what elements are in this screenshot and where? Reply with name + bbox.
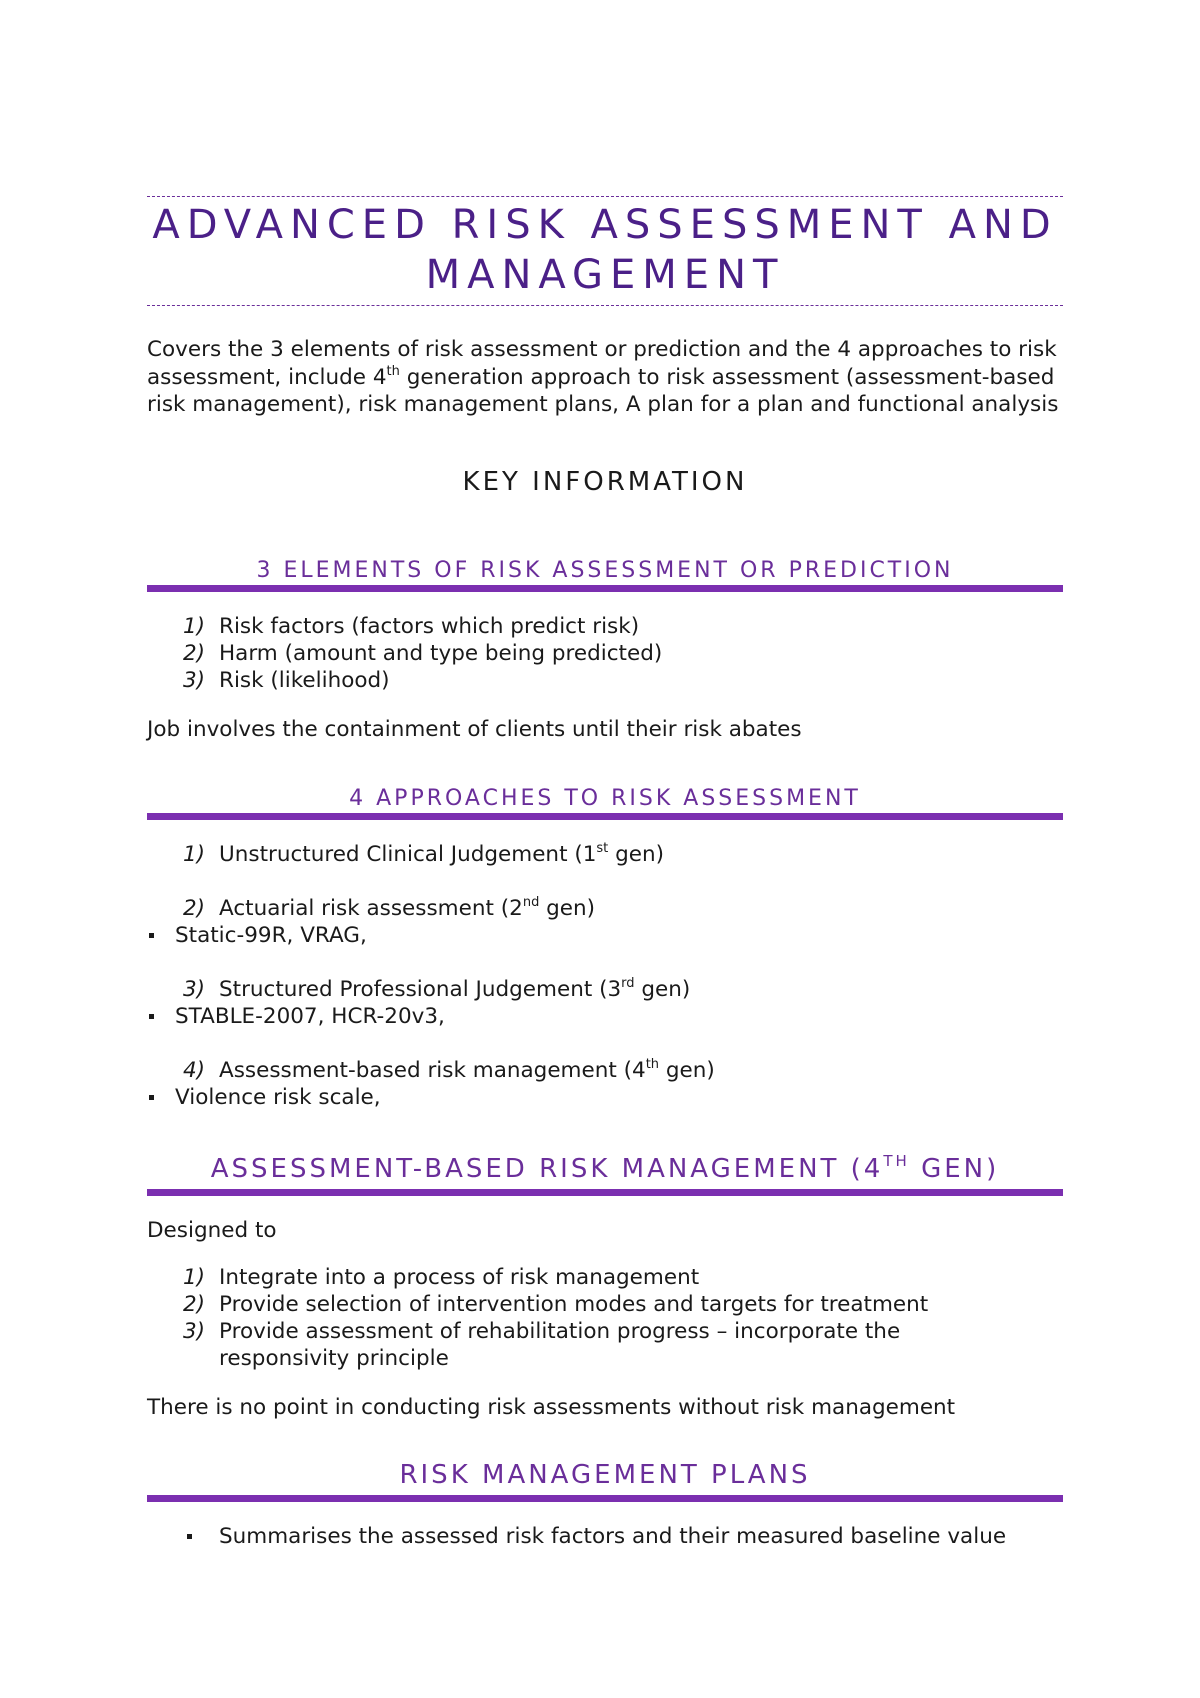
designed-to-list [147, 1264, 1063, 1372]
section-divider [147, 1189, 1063, 1196]
section-divider [147, 585, 1063, 592]
title-top-rule [147, 196, 1063, 197]
bullet-icon [187, 1534, 192, 1539]
bullet-icon [149, 1095, 154, 1100]
management-note: There is no point in conducting risk assessments without risk management [147, 1395, 956, 1420]
list-item: 3) Risk (likelihood) [183, 668, 390, 693]
designed-to-lead: Designed to [147, 1218, 277, 1243]
key-information-heading: KEY INFORMATION [462, 467, 748, 497]
approach-item-1: 1) Unstructured Clinical Judgement (1st gen) [183, 841, 665, 867]
title-bottom-rule [147, 305, 1063, 306]
intro-paragraph: Covers the 3 elements of risk assessment or prediction and the 4 approaches to risk assessment, include 4th generation approach to risk assessment (assessment-based risk management), risk management plans, A plan for a plan and functional analysis [147, 337, 1059, 417]
page-title: ADVANCED RISK ASSESSMENT AND MANAGEMENT [152, 202, 1058, 298]
list-item: 3) Provide assessment of rehabilitation progress – incorporate the responsivity principle [183, 1319, 901, 1371]
list-item: 1) Risk factors (factors which predict risk) [183, 614, 640, 639]
approach-3-examples: STABLE-2007, HCR-20v3, [147, 1003, 1063, 1030]
approach-4-examples: Violence risk scale, [147, 1084, 1063, 1111]
list-item: 2) Provide selection of intervention modes and targets for treatment [183, 1292, 929, 1317]
approach-item-3: 3) Structured Professional Judgement (3rd gen) [183, 976, 691, 1002]
approach-2-examples: Static-99R, VRAG, [147, 922, 1063, 949]
list-item: 2) Harm (amount and type being predicted) [183, 641, 663, 666]
section-divider [147, 1495, 1063, 1502]
section-heading-management-plans: RISK MANAGEMENT PLANS [399, 1460, 811, 1490]
section-heading-4th-gen: ASSESSMENT-BASED RISK MANAGEMENT (4TH GEN) [210, 1152, 1000, 1184]
elements-note: Job involves the containment of clients until their risk abates [147, 717, 802, 742]
section-divider [147, 813, 1063, 820]
approach-item-4: 4) Assessment-based risk management (4th gen) [183, 1057, 715, 1083]
bullet-icon [149, 1014, 154, 1019]
bullet-icon [149, 933, 154, 938]
section-heading-elements: 3 ELEMENTS OF RISK ASSESSMENT OR PREDICTION [256, 558, 954, 583]
section-heading-approaches: 4 APPROACHES TO RISK ASSESSMENT [349, 786, 861, 811]
management-plans-bullet: Summarises the assessed risk factors and their measured baseline value [147, 1523, 1063, 1550]
elements-list [147, 613, 1063, 694]
approach-item-2: 2) Actuarial risk assessment (2nd gen) [183, 895, 596, 921]
list-item: 1) Integrate into a process of risk management [183, 1265, 700, 1290]
